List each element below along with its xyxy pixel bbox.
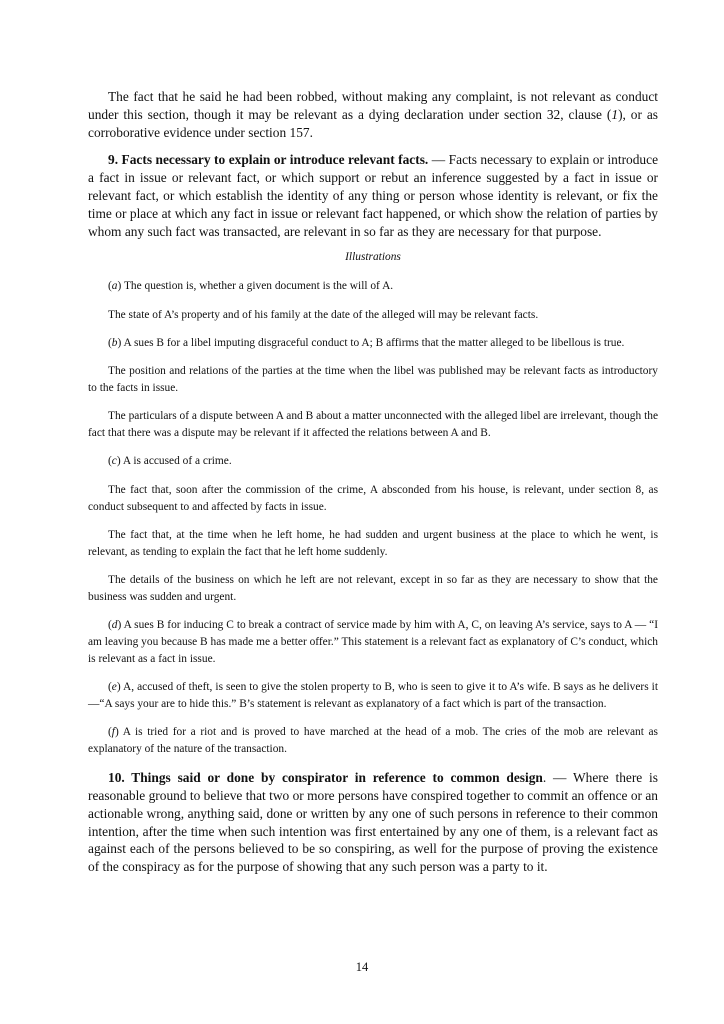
illustration-c-detail-1: The fact that, soon after the commission of the crime, A absconded from his house, is relevant, under section 8, as conduct subsequent to and affected by facts in issue.: [88, 483, 658, 513]
illustration-e: [88, 679, 658, 713]
paren-open: (: [108, 455, 112, 468]
paren-open: (: [108, 619, 112, 632]
illustration-b-detail-2: The particulars of a dispute between A and B about a matter unconnected with the alleged libel are irrelevant, though the fact that there was a dispute may be relevant if it affected the relations between A and B.: [88, 410, 658, 440]
illustration-b-detail-1: The position and relations of the parties at the time when the libel was published may be relevant facts as introductory to the facts in issue.: [88, 365, 658, 395]
paren-close: ): [117, 280, 122, 293]
illustration-a-detail: The state of A’s property and of his family at the date of the alleged will may be relevant facts.: [108, 308, 539, 321]
illustration-b: [88, 335, 658, 352]
illustration-letter: b: [111, 336, 118, 349]
paren-close: ): [116, 455, 121, 468]
paren-close: ): [117, 336, 122, 349]
illustration-f: [88, 724, 658, 758]
illustration-a: [88, 278, 658, 295]
illustration-d: [88, 617, 658, 667]
illustration-letter: e: [111, 680, 117, 693]
illustration-text: A is tried for a riot and is proved to have marched at the head of a mob. The cries of the mob are relevant as explanatory of the nature of the transaction.: [88, 726, 658, 755]
paren-open: (: [108, 280, 112, 293]
section-9-text: Facts necessary to explain or introduce a fact in issue or relevant fact, or which support or rebut an inference suggested by a fact in issue or relevant fact, or which establish the identity of any thing or person whose identity is relevant, or fix the time or place at which any fact in issue or relevant fact happened, or which show the relation of parties by whom any such fact was transacted, are relevant in so far as they are necessary for that purpose.: [88, 152, 659, 239]
illustration-letter: a: [111, 280, 118, 293]
illustration-text: A sues B for a libel imputing disgraceful conduct to A; B affirms that the matter alleged to be libellous is true.: [121, 336, 625, 349]
paren-open: (: [108, 726, 112, 739]
paren-close: ): [114, 726, 119, 739]
section-10-heading: 10. Things said or done by conspirator in reference to common design: [108, 770, 543, 786]
document-page: [88, 88, 658, 876]
paren-open: (: [108, 336, 112, 349]
intro-text: The fact that he said he had been robbed, without making any complaint, is not relevant as conduct under this section, though it may be relevant as a dying declaration under section 32, clause (: [88, 89, 658, 122]
illustration-text: A is accused of a crime.: [120, 455, 232, 468]
section-9-paragraph: [88, 151, 658, 240]
paren-open: (: [108, 680, 112, 693]
paren-close: ): [116, 680, 121, 693]
illustration-c-detail-2: The fact that, at the time when he left home, he had sudden and urgent business at the place to which he went, is relevant, as tending to explain the fact that he left home suddenly.: [88, 528, 658, 558]
page-number: 14: [355, 960, 369, 974]
illustrations-title: Illustrations: [345, 251, 401, 264]
clause-number: 1: [611, 106, 619, 122]
section-10-dash: . —: [542, 770, 573, 786]
illustration-letter: f: [111, 726, 115, 739]
illustration-c: [88, 453, 658, 470]
paren-close: ): [117, 619, 122, 632]
illustration-letter: d: [111, 619, 118, 632]
illustration-c-detail-3: The details of the business on which he left are not relevant, except in so far as they are necessary to show that the business was sudden and urgent.: [88, 573, 658, 603]
section-9-heading: 9. Facts necessary to explain or introduce relevant facts.: [108, 152, 429, 168]
illustration-letter: c: [111, 455, 117, 468]
illustration-text: A, accused of theft, is seen to give the stolen property to B, who is seen to give it to A’s wife. B says as he delivers it—“A says your are to hide this.” B’s statement is relevant as explanatory of a fact which is part of the transaction.: [88, 680, 658, 710]
section-10-paragraph: [88, 769, 658, 876]
illustration-text: A sues B for inducing C to break a contract of service made by him with A, C, on leaving A’s service, says to A — “I am leaving you because B has made me a better offer.” This statement is a relevant fact as explanatory of C’s conduct, which is relevant as a fact in issue.: [88, 619, 658, 665]
intro-paragraph: [88, 88, 658, 141]
illustration-text: The question is, whether a given document is the will of A.: [121, 280, 394, 293]
intro-text-end: ), or as corroborative evidence under section 157.: [88, 106, 659, 140]
section-10-text: Where there is reasonable ground to believe that two or more persons have conspired together to commit an offence or an actionable wrong, anything said, done or written by any one of such persons in reference to their common intention, after the time when such intention was first entertained by any one of them, is a relevant fact as against each of the persons believed to be so conspiring, as well for the purpose of proving the existence of the conspiracy as for the purpose of showing that any such person was a party to it.: [88, 770, 658, 875]
section-9-dash: —: [428, 152, 449, 168]
